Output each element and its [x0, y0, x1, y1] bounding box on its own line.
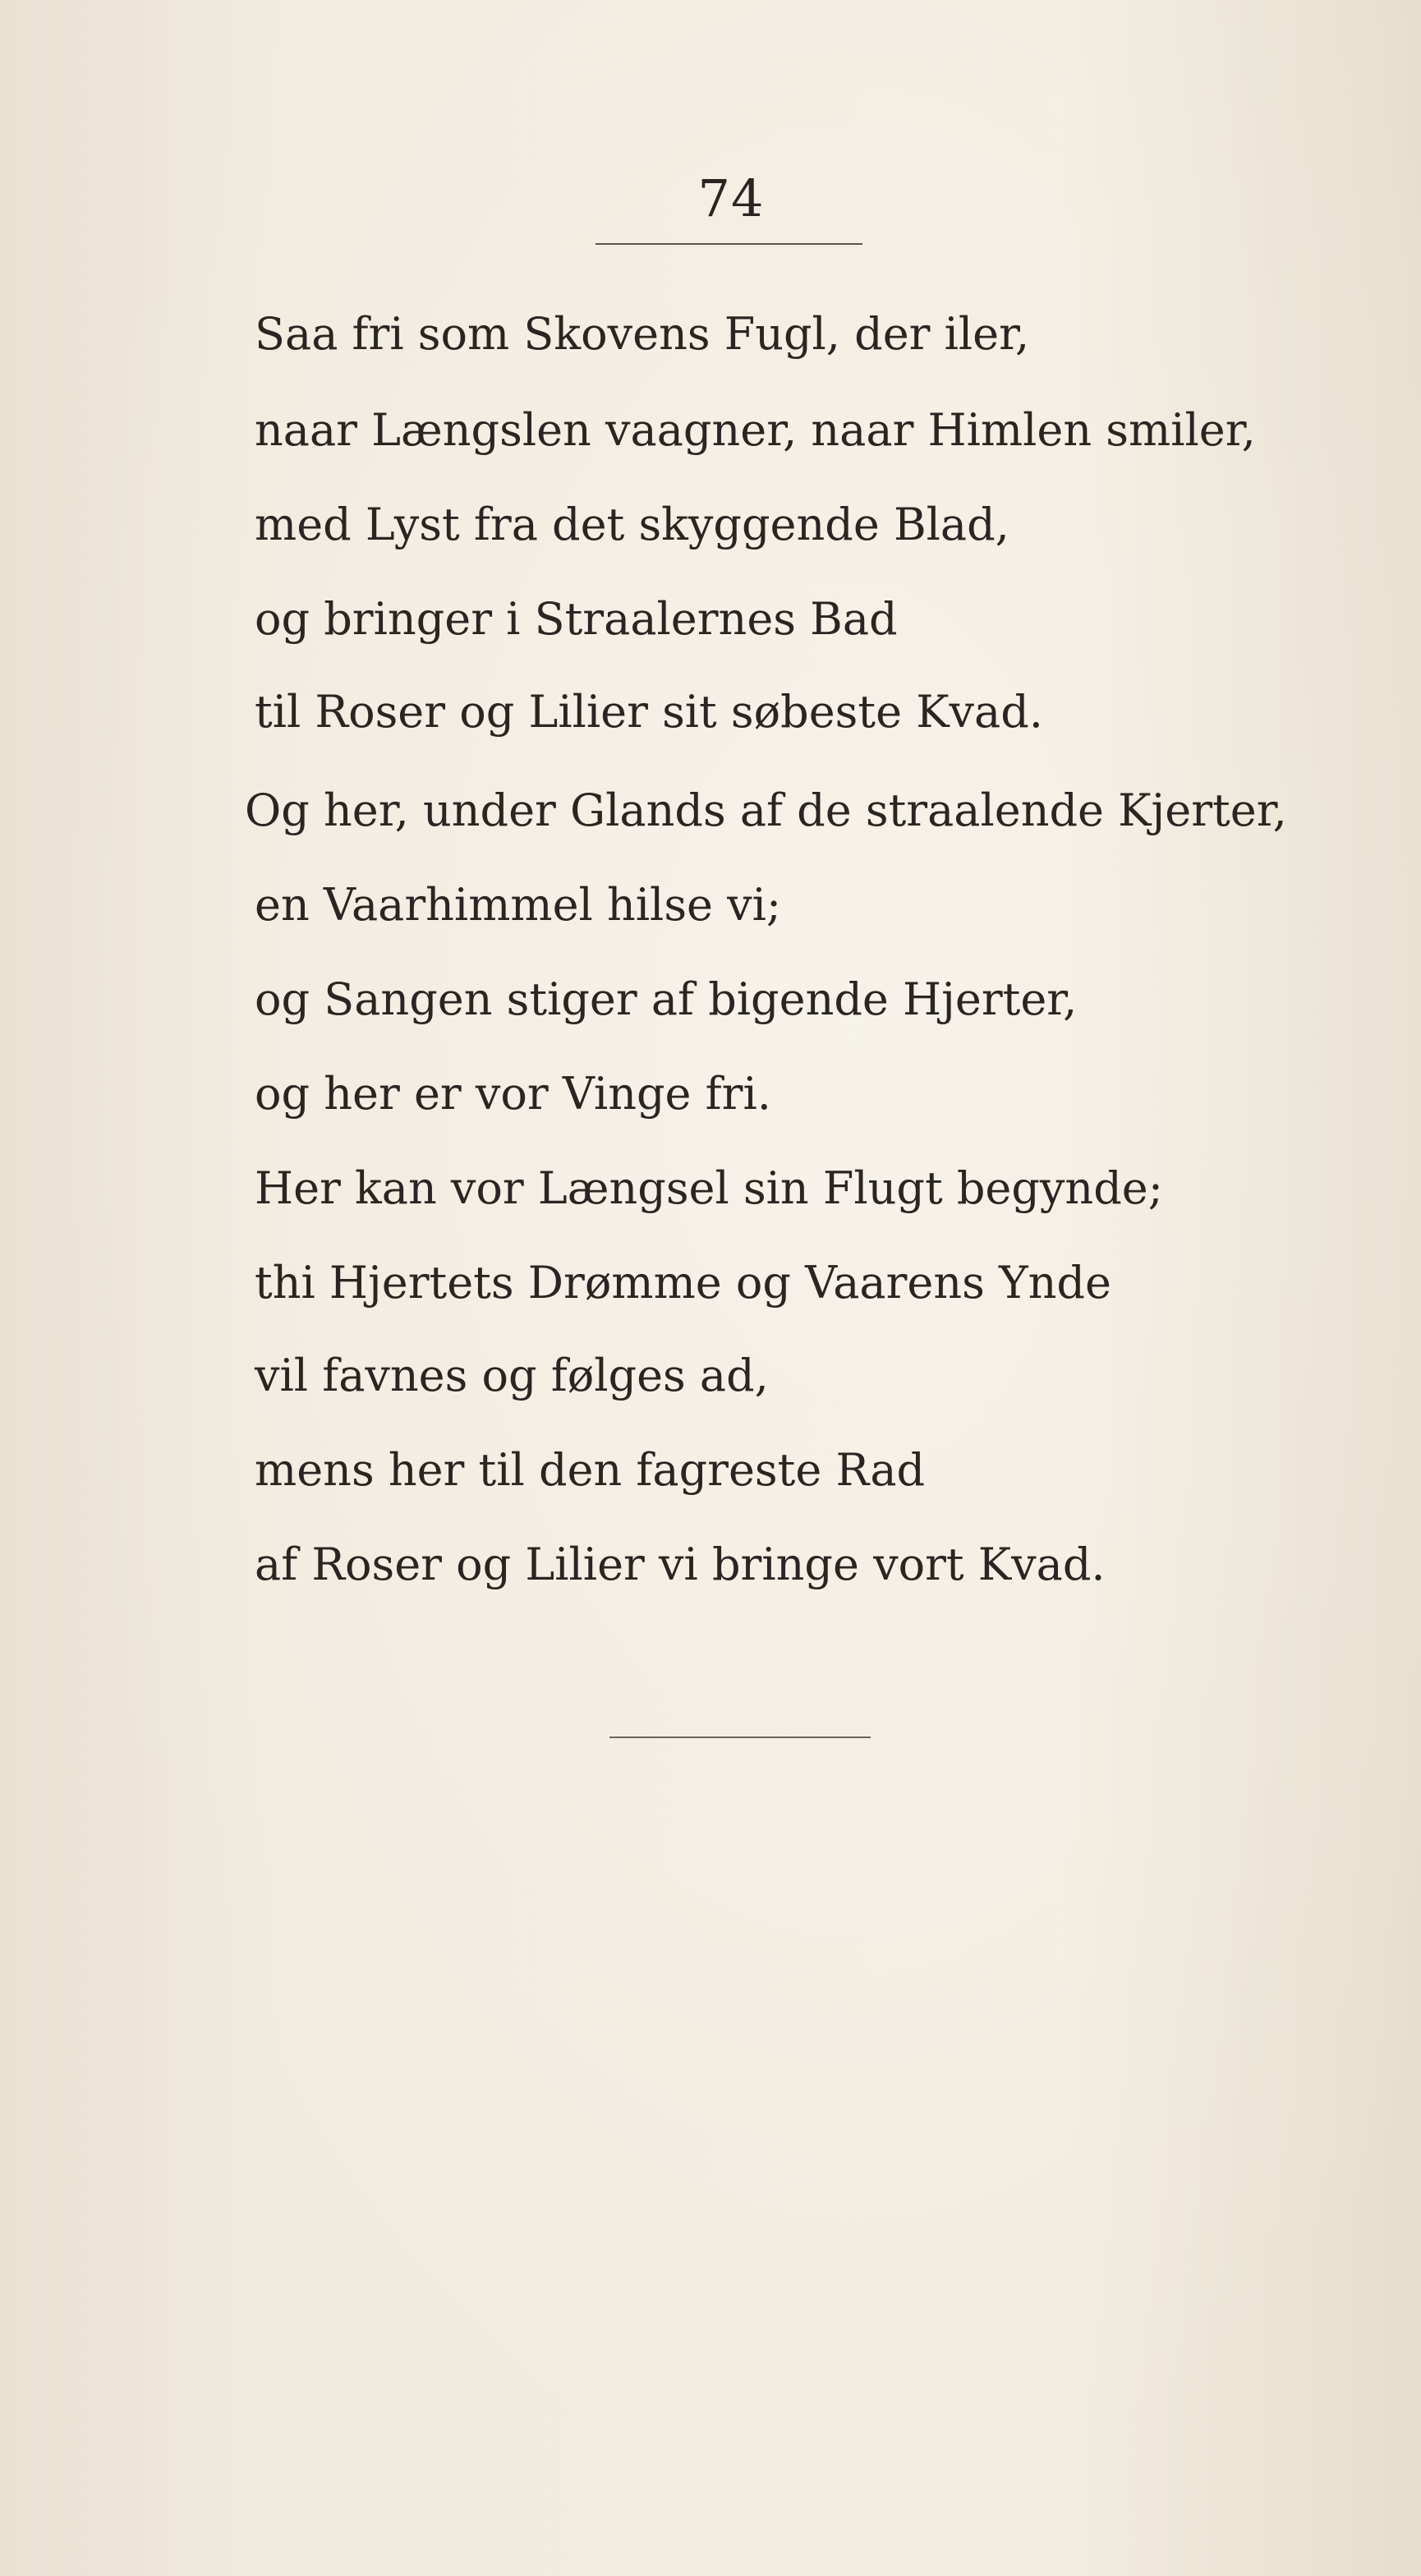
- footer-rule: [609, 1736, 871, 1738]
- verse-line: og her er vor Vinge fri.: [255, 1068, 771, 1120]
- verse-line: af Roser og Lilier vi bringe vort Kvad.: [255, 1539, 1106, 1590]
- verse-line: til Roser og Lilier sit søbeste Kvad.: [255, 686, 1043, 738]
- verse-line: og Sangen stiger af bigende Hjerter,: [255, 973, 1078, 1025]
- verse-line: vil favnes og følges ad,: [255, 1350, 769, 1401]
- verse-line: med Lyst fra det skyggende Blad,: [255, 499, 1009, 550]
- verse-line: Her kan vor Længsel sin Flugt begynde;: [255, 1162, 1163, 1214]
- verse-line: thi Hjertets Drømme og Vaarens Ynde: [255, 1257, 1111, 1309]
- page-number: 74: [697, 168, 765, 228]
- verse-line: Saa fri som Skovens Fugl, der iler,: [255, 308, 1030, 360]
- header-rule: [596, 243, 862, 245]
- verse-line: naar Længslen vaagner, naar Himlen smiler,: [255, 404, 1256, 456]
- verse-line: mens her til den fagreste Rad: [255, 1444, 926, 1496]
- verse-line: og bringer i Straalernes Bad: [255, 593, 898, 645]
- verse-line: Og her, under Glands af de straalende Kjerter,: [245, 784, 1287, 836]
- verse-line: en Vaarhimmel hilse vi;: [255, 879, 782, 931]
